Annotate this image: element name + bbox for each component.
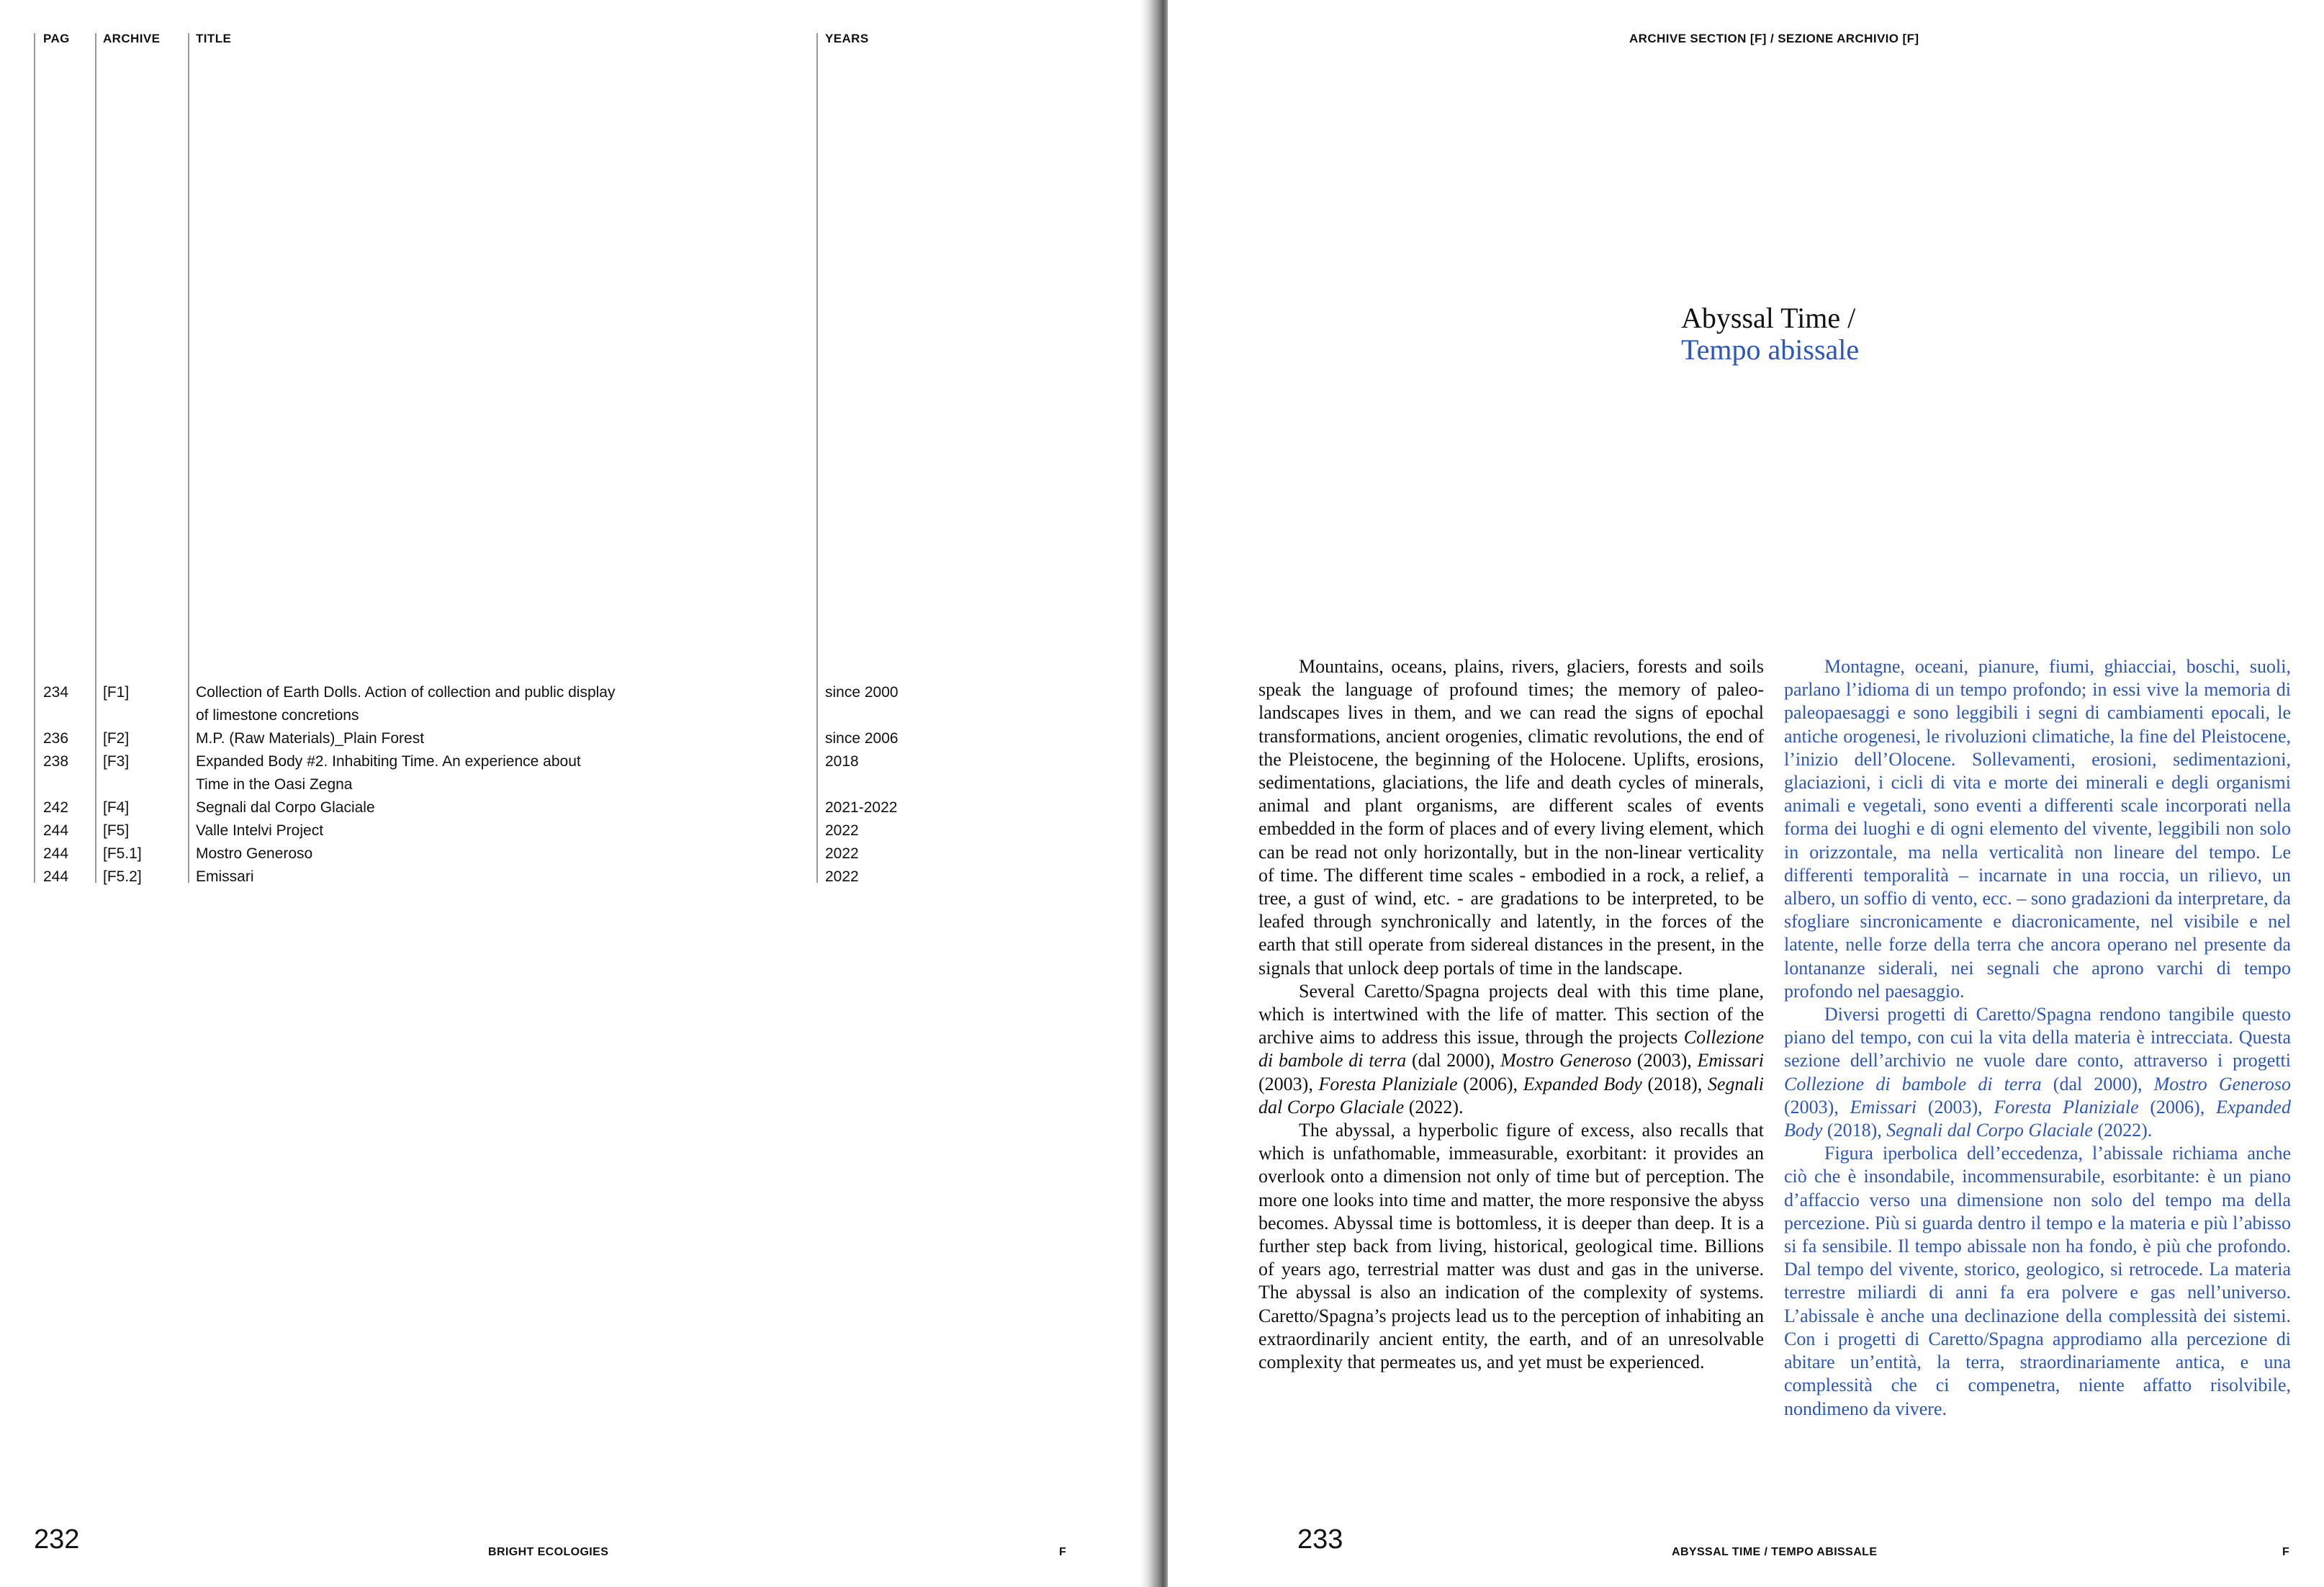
paragraph — [1258, 655, 1764, 980]
running-header: ARCHIVE SECTION [F] / SEZIONE ARCHIVIO [F] — [1629, 32, 1919, 45]
page-number: 232 — [34, 1524, 80, 1555]
text-run: Diversi progetti di Caretto/Spagna rendono tangibile questo piano del tempo, con cui la vita della materia è intrecciata. Questa sezione dell’archivio ne vuole dare conto, attraverso i progetti — [1784, 1004, 2291, 1071]
text-run: (2003), — [1917, 1096, 1994, 1118]
text-run: Several Caretto/Spagna projects deal with this time plane, which is intertwined with the life of matter. This section of the archive aims to address this issue, through the projects — [1258, 980, 1764, 1048]
italic-text: Collezione di bambole di terra — [1784, 1073, 2042, 1094]
page-number: 233 — [1297, 1524, 1343, 1555]
chapter-title: Abyssal Time / — [1681, 302, 1856, 334]
header-pag: PAG — [43, 32, 70, 45]
paragraph — [1784, 1142, 2291, 1420]
text-run: (dal 2000), — [2041, 1073, 2154, 1094]
header-archive: ARCHIVE — [103, 32, 161, 45]
cell-title: M.P. (Raw Materials)_Plain Forest — [196, 730, 425, 747]
column-rule — [34, 33, 35, 883]
cell-years: 2021-2022 — [825, 799, 898, 816]
italic-text: Expanded Body — [1784, 1096, 2291, 1141]
text-run: (2006), — [1457, 1073, 1523, 1094]
left-page — [0, 0, 1153, 1587]
text-run: (2018), — [1641, 1073, 1708, 1094]
cell-years: 2022 — [825, 868, 859, 885]
cell-pag: 242 — [43, 799, 69, 816]
cell-pag: 238 — [43, 753, 69, 770]
cell-pag: 236 — [43, 730, 69, 747]
cell-title: Time in the Oasi Zegna — [196, 776, 353, 793]
cell-years: since 2000 — [825, 684, 898, 701]
column-rule — [188, 33, 189, 883]
italic-text: Segnali dal Corpo Glaciale — [1886, 1120, 2093, 1141]
cell-archive: [F5] — [103, 822, 130, 839]
column-rule — [95, 33, 96, 883]
text-run: (2006), — [2138, 1096, 2216, 1118]
cell-years: 2022 — [825, 845, 859, 862]
paragraph — [1258, 1119, 1764, 1374]
text-run: Figura iperbolica dell’eccedenza, l’abissale richiama anche ciò che è insondabile, incommensurabile, esorbitante: è un piano d’affaccio verso una dimensione non solo del tempo ma della percezione. Più si guarda dentro il tempo e la materia e più l’abisso si fa sensibile. Il tempo abissale non ha fondo, è più che profondo. Dal tempo del vivente, storico, geologico, si retrocede. La materia terrestre miliardi di anni fa era polvere e gas nell’universo. L’abissale è anche una declinazione della complessità dei sistemi. Con i progetti di Caretto/Spagna approdiamo alla percezione di abitare un’entità, la terra, straordinariamente antica, e una complessità che ci compenetra, niente affatto risolvibile, nondimeno da vivere. — [1784, 1143, 2291, 1419]
chapter-title-italian: Tempo abissale — [1681, 333, 1860, 366]
cell-years: since 2006 — [825, 730, 898, 747]
cell-archive: [F3] — [103, 753, 130, 770]
cell-years: 2022 — [825, 822, 859, 839]
paragraph — [1784, 655, 2291, 1003]
italic-text: Foresta Planiziale — [1318, 1073, 1458, 1094]
italic-text: Foresta Planiziale — [1994, 1096, 2139, 1118]
cell-title: of limestone concretions — [196, 707, 359, 724]
footer-section: F — [1059, 1546, 1067, 1558]
italic-text: Emissari — [1697, 1050, 1764, 1071]
cell-pag: 234 — [43, 684, 69, 701]
italic-text: Mostro Generoso — [1500, 1050, 1632, 1071]
cell-pag: 244 — [43, 868, 69, 885]
paragraph — [1784, 1003, 2291, 1142]
cell-archive: [F1] — [103, 684, 130, 701]
text-run: (2022). — [2092, 1120, 2153, 1141]
cell-years: 2018 — [825, 753, 859, 770]
italic-text: Collezione di bambole di terra — [1258, 1027, 1764, 1071]
cell-archive: [F2] — [103, 730, 130, 747]
cell-title: Mostro Generoso — [196, 845, 313, 862]
text-run: (2018), — [1822, 1120, 1887, 1141]
cell-pag: 244 — [43, 845, 69, 862]
text-run: (2003), — [1631, 1050, 1698, 1071]
text-run: (dal 2000), — [1406, 1050, 1501, 1071]
text-run: (2003), — [1784, 1096, 1850, 1118]
body-text-italian — [1784, 655, 2291, 1421]
italic-text: Segnali dal Corpo Glaciale — [1258, 1073, 1764, 1118]
cell-title: Segnali dal Corpo Glaciale — [196, 799, 375, 816]
italic-text: Emissari — [1850, 1096, 1917, 1118]
text-run: Mountains, oceans, plains, rivers, glaciers, forests and soils speak the language of profound times; the memory of paleo-landscapes lives in them, and we can read the signs of epochal transformations, ancient orogenies, climatic revolutions, the end of the Pleistocene, the beginning of the Holocene. Uplifts, erosions, sedimentations, glaciations, the life and death cycles of minerals, animal and plant organisms, are different scales of events embedded in the form of places and of every living element, which can be read not only horizontally, but in the non-linear verticality of time. The different time scales - embodied in a rock, a relief, a tree, a gust of wind, etc. - are gradations to be interpreted, to be leafed through synchronically and latently, in the forces of the earth that still operate from sidereal distances in the present, in the signals that unlock deep portals of time in the landscape. — [1258, 656, 1764, 979]
cell-archive: [F4] — [103, 799, 130, 816]
cell-archive: [F5.2] — [103, 868, 142, 885]
italic-text: Expanded Body — [1523, 1073, 1642, 1094]
cell-archive: [F5.1] — [103, 845, 142, 862]
cell-title: Valle Intelvi Project — [196, 822, 324, 839]
text-run: Montagne, oceani, pianure, fiumi, ghiacciai, boschi, suoli, parlano l’idioma di un tempo profondo; in essi vive la memoria di paleopaesaggi e sono leggibili i segni di cambiamenti epocali, le antiche orogenesi, le rivoluzioni climatiche, la fine del Pleistocene, l’inizio dell’Olocene. Sollevamenti, erosioni, sedimentazioni, glaciazioni, i cicli di vita e morte dei minerali e degli organismi animali e vegetali, sono eventi a differenti scale incorporati nella forma dei luoghi e di ogni elemento del vivente, leggibili non solo in orizzontale, ma nella verticalità non lineare del tempo. Le differenti temporalità – incarnate in una roccia, un rilievo, un albero, un soffio di vento, ecc. – sono gradazioni da interpretare, da sfogliare sincronicamente e diacronicamente, nel visibile e nel latente, nelle forze della terra che ancora operano nel presente da lontananze siderali, nei segnali che aprono varchi di tempo profondo nel paesaggio. — [1784, 656, 2291, 1002]
cell-title: Expanded Body #2. Inhabiting Time. An experience about — [196, 753, 581, 770]
footer-title: BRIGHT ECOLOGIES — [488, 1546, 609, 1558]
column-rule — [816, 33, 818, 883]
italic-text: Mostro Generoso — [2153, 1073, 2292, 1094]
text-run: (2022). — [1404, 1096, 1464, 1118]
paragraph — [1258, 980, 1764, 1119]
header-title: TITLE — [196, 32, 232, 45]
body-text-english — [1258, 655, 1764, 1374]
cell-pag: 244 — [43, 822, 69, 839]
footer-section: F — [2282, 1546, 2290, 1558]
text-run: The abyssal, a hyperbolic figure of excess, also recalls that which is unfathomable, immeasurable, exorbitant: it provides an overlook onto a dimension not only of time but of perception. The more one looks into time and matter, the more responsive the abyss becomes. Abyssal time is bottomless, it is deeper than deep. It is a further step back from living, historical, geological time. Billions of years ago, terrestrial matter was dust and gas in the universe. The abyssal is also an indication of the complexity of systems. Caretto/Spagna’s projects lead us to the perception of inhabiting an extraordinarily ancient entity, the earth, and of an unresolvable complexity that permeates us, and yet must be experienced. — [1258, 1120, 1764, 1373]
footer-title: ABYSSAL TIME / TEMPO ABISSALE — [1672, 1546, 1878, 1558]
text-run: (2003), — [1258, 1073, 1319, 1094]
header-years: YEARS — [825, 32, 869, 45]
cell-title: Emissari — [196, 868, 254, 885]
cell-title: Collection of Earth Dolls. Action of collection and public display — [196, 684, 616, 701]
